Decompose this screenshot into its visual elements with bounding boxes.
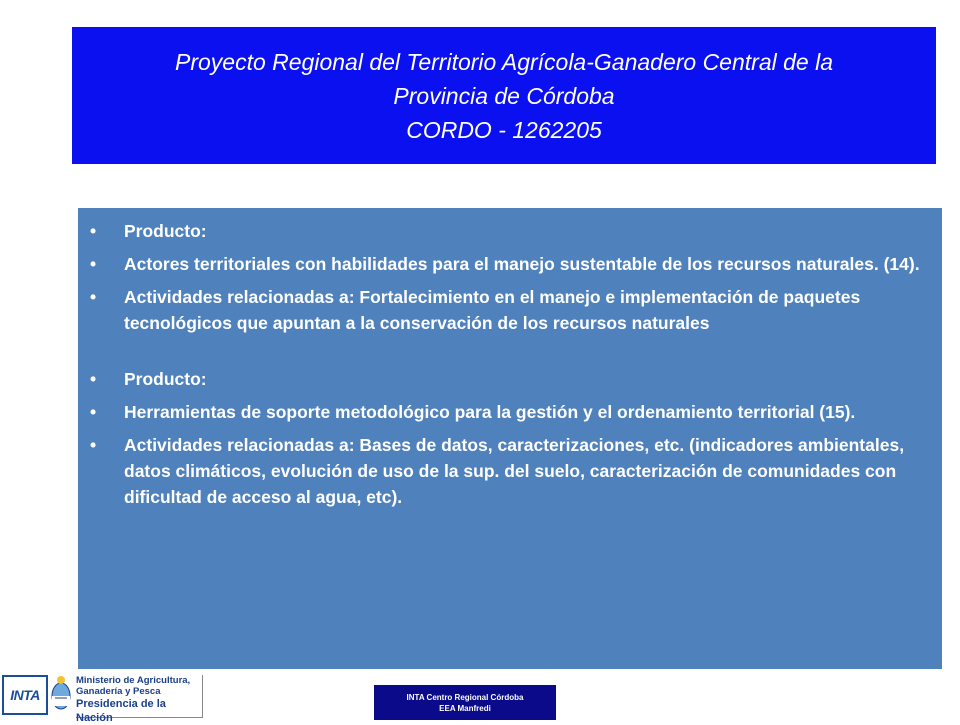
footer-logos [0, 670, 204, 724]
footer-tag-line-2: EEA Manfredi [439, 703, 491, 713]
inta-logo [2, 675, 48, 715]
bullet-item: • Actividades relacionadas a: Bases de datos, caracterizaciones, etc. (indicadores ambientales, datos climáticos, evolución de uso de la sup. del suelo, caracterización de comunidades con dificultad de acceso al agua, etc). [124, 432, 926, 510]
ministry-line-1: Ministerio de Agricultura, [76, 675, 191, 686]
coat-of-arms-icon [50, 674, 72, 712]
title-line-1: Proyecto Regional del Territorio Agrícola-Ganadero Central de la [175, 48, 833, 75]
title-line-3: CORDO - 1262205 [406, 116, 602, 143]
footer-tag-line-1: INTA Centro Regional Córdoba [406, 692, 524, 702]
bullet-item: • Actividades relacionadas a: Fortalecimiento en el manejo e implementación de paquetes tecnológicos que apuntan a la conservación de los recursos naturales [124, 284, 926, 336]
ministry-logo [76, 675, 203, 724]
bullet-item: • Producto: [124, 218, 926, 244]
bullet-item: • Actores territoriales con habilidades para el manejo sustentable de los recursos naturales. (14). [124, 251, 926, 277]
bullet-list [78, 208, 942, 510]
ministry-line-3: Presidencia de la Nación [76, 698, 166, 724]
inta-logo-text: INTA [10, 687, 40, 703]
bullet-item: • Herramientas de soporte metodológico para la gestión y el ordenamiento territorial (15). [124, 399, 926, 425]
bullet-item: • Producto: [124, 366, 926, 392]
content-panel [78, 208, 942, 669]
footer-tag [374, 685, 556, 720]
title-line-2: Provincia de Córdoba [393, 82, 615, 109]
slide-title [72, 27, 936, 164]
ministry-line-2: Ganadería y Pesca [76, 686, 161, 697]
